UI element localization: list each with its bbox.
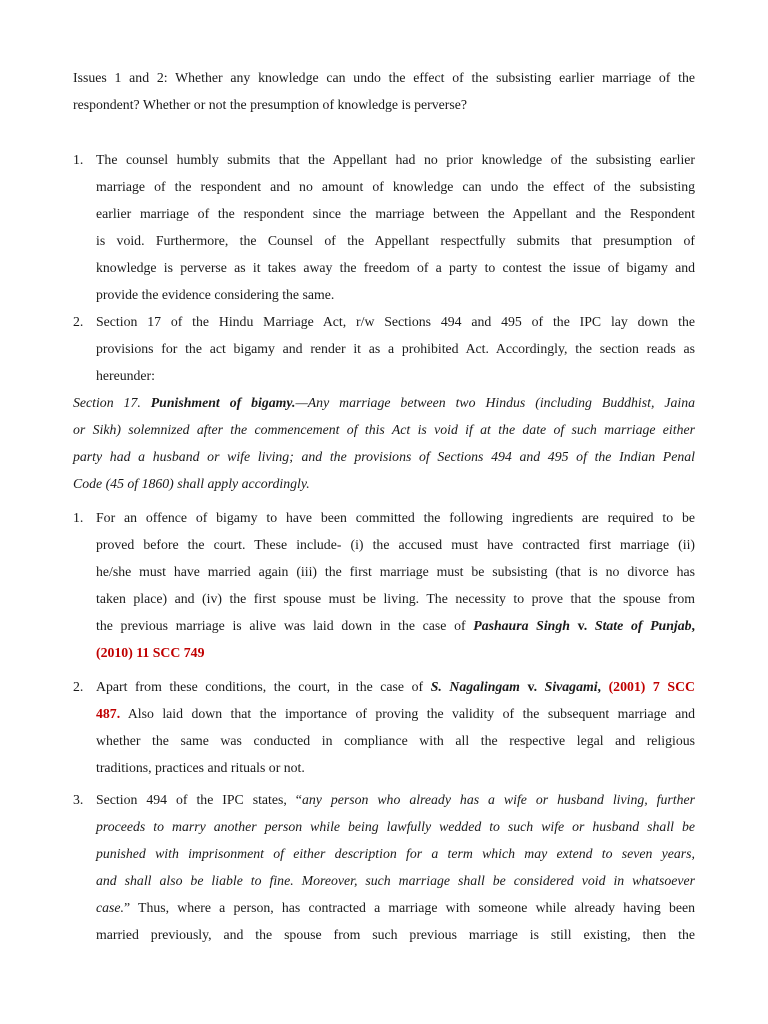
statute-line: or Sikh) solemnized after the commencement of this Act is void if at the date of such marriage either [73,422,695,437]
issues-line-2: respondent? Whether or not the presumption of knowledge is perverse? [73,97,467,112]
list-item-line: he/she must have married again (iii) the first marriage must be subsisting (that is no divorce has [96,564,695,579]
list-item-line: provide the evidence considering the same. [96,287,335,302]
statute-line: Code (45 of 1860) shall apply accordingly. [73,476,310,491]
list-item-line: For an offence of bigamy to have been committed the following ingredients are required to be [96,510,695,525]
list-item-text: Thus, where a person, has contracted a marriage with someone while already having been [130,900,695,915]
list-item [96,786,695,948]
list-item-line [96,700,695,727]
list-item-number: 1. [73,152,84,167]
list-item-line: proved before the court. These include- (i) the accused must have contracted first marriage (ii) [96,537,695,552]
statute-text: —Any marriage between two Hindus (including Buddhist, Jaina [295,395,695,410]
list-item [96,673,695,781]
list-item [96,504,695,666]
case-party: State of Punjab [594,618,692,633]
ipc-quote-line: proceeds to marry another person while being lawfully wedded to such wife or husband shall be [96,819,695,834]
list-item-line: provisions for the act bigamy and render it as a prohibited Act. Accordingly, the section reads as [96,341,695,356]
case-lead-text: Apart from these conditions, the court, in the case of [96,679,431,694]
case-citation: (2010) 11 SCC 749 [96,645,205,660]
list-item-line: knowledge is perverse as it takes away the freedom of a party to contest the issue of bigamy and [96,260,695,275]
list-item-number: 1. [73,510,84,525]
list-item-line: hereunder: [96,368,155,383]
list-item-line: marriage of the respondent and no amount of knowledge can undo the effect of the subsisting [96,179,695,194]
ipc-quote: any person who already has a wife or husband living, further [301,792,695,807]
case-citation: (2001) 7 SCC [608,679,695,694]
list-item-line: is void. Furthermore, the Counsel of the Appellant respectfully submits that presumption of [96,233,695,248]
case-lead-text: the previous marriage is alive was laid down in the case of [96,618,474,633]
statute-line: party had a husband or wife living; and the provisions of Sections 494 and 495 of the Indian Penal [73,449,695,464]
statute-section-prefix: Section 17. [73,395,151,410]
list-item-line: married previously, and the spouse from such previous marriage is still existing, then the [96,927,695,942]
case-party: S. Nagalingam [430,679,520,694]
statute-quote [73,389,695,497]
case-versus: v. [519,679,545,694]
list-item-number: 3. [73,792,84,807]
case-comma: , [691,618,695,633]
list-item-number: 2. [73,314,84,329]
issues-heading [73,64,695,118]
list-item-line: The counsel humbly submits that the Appellant had no prior knowledge of the subsisting earlier [96,152,695,167]
list-item-line [96,786,695,813]
list-item-line: Section 17 of the Hindu Marriage Act, r/w Sections 494 and 495 of the IPC lay down the [96,314,695,329]
list-item-line [96,673,695,700]
ipc-quote-line: and shall also be liable to fine. Moreover, such marriage shall be considered void in whatsoever [96,873,695,888]
list-item-line: earlier marriage of the respondent since the marriage between the Appellant and the Respondent [96,206,695,221]
list-item-number: 2. [73,679,84,694]
quote-close: ” [123,900,131,915]
list-item-text: Also laid down that the importance of proving the validity of the subsequent marriage and [120,706,695,721]
case-party: Sivagami [544,679,598,694]
ipc-quote-line: punished with imprisonment of either description for a term which may extend to seven years, [96,846,695,861]
statute-line [73,389,695,416]
case-versus: v. [569,618,595,633]
list-item-line: whether the same was conducted in compliance with all the respective legal and religious [96,733,695,748]
list-item [96,308,695,389]
list-item-text: Section 494 of the IPC states, “ [96,792,302,807]
list-item-line: traditions, practices and rituals or not. [96,760,305,775]
case-comma: , [597,679,601,694]
issues-line-1: Issues 1 and 2: Whether any knowledge can undo the effect of the subsisting earlier marriage of the [73,70,695,85]
list-item [96,146,695,308]
ipc-quote: case. [96,900,124,915]
list-item-line: taken place) and (iv) the first spouse must be living. The necessity to prove that the spouse from [96,591,695,606]
list-item-line [96,639,695,666]
statute-heading: Punishment of bigamy. [150,395,296,410]
list-item-line [96,612,695,639]
list-item-line [96,894,695,921]
case-party: Pashaura Singh [473,618,570,633]
case-citation: 487. [96,706,121,721]
